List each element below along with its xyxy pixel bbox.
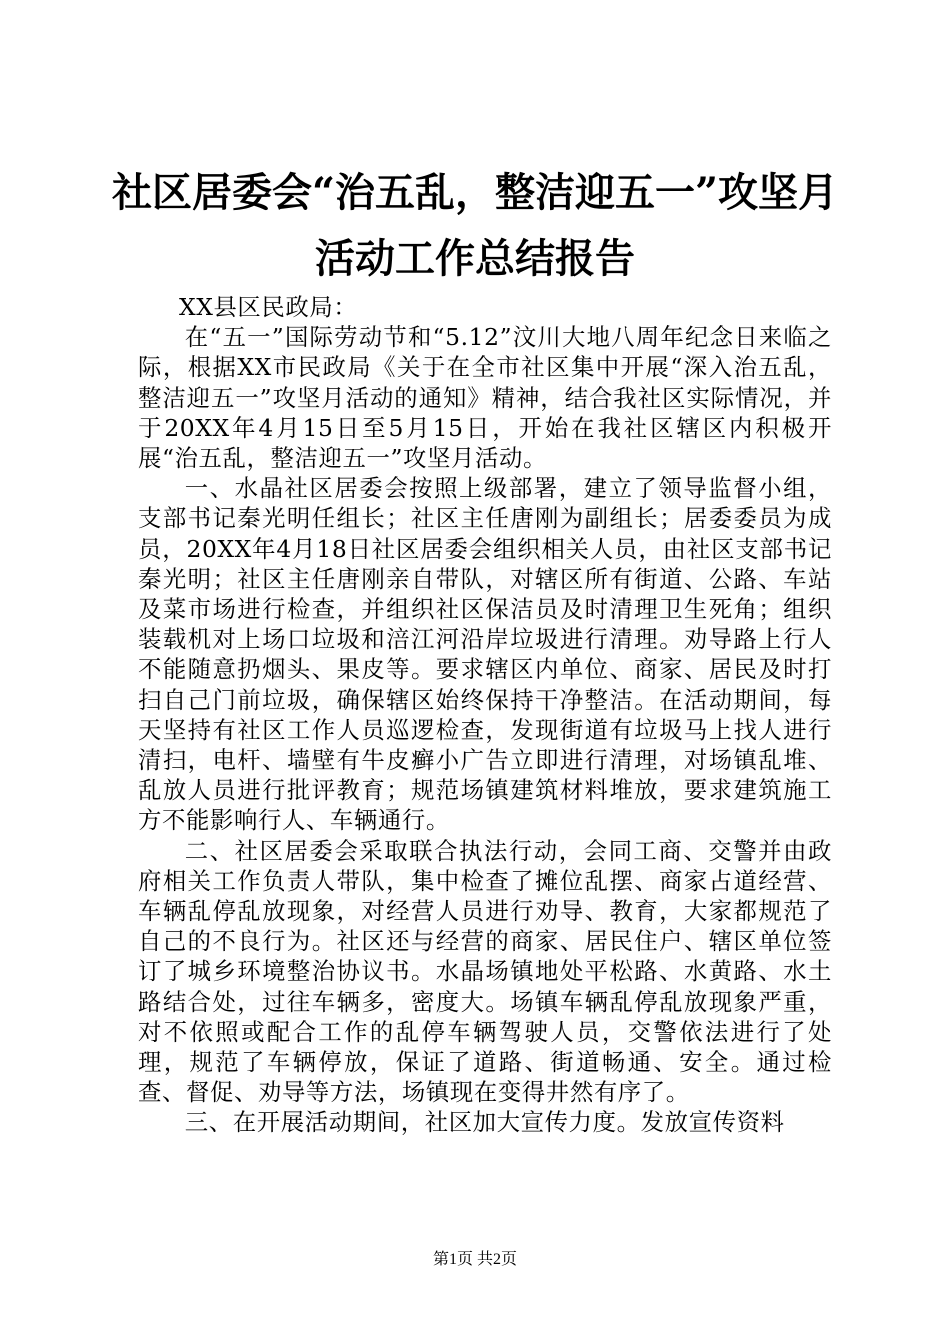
paragraph-intro: 在“五一”国际劳动节和“5.12”汶川大地八周年纪念日来临之际，根据XX市民政局《关于在全市社区集中开展“深入治五乱，整洁迎五一”攻坚月活动的通知》精神，结合我社区实际情况，并于20XX年4月15日至5月15日，开始在我社区辖区内积极开展“治五乱，整洁迎五一”攻坚月活动。 (138, 323, 832, 473)
paragraph-section-1: 一、水晶社区居委会按照上级部署，建立了领导监督小组，支部书记秦光明任组长；社区主任唐刚为副组长；居委委员为成员，20XX年4月18日社区居委会组织相关人员，由社区支部书记秦光明；社区主任唐刚亲自带队，对辖区所有街道、公路、车站及菜市场进行检查，并组织社区保洁员及时清理卫生死角；组织装载机对上场口垃圾和涪江河沿岸垃圾进行清理。劝导路上行人不能随意扔烟头、果皮等。要求辖区内单位、商家、居民及时打扫自己门前垃圾，确保辖区始终保持干净整洁。在活动期间，每天坚持有社区工作人员巡逻检查，发现街道有垃圾马上找人进行清扫，电杆、墙壁有牛皮癣小广告立即进行清理，对场镇乱堆、乱放人员进行批评教育；规范场镇建筑材料堆放，要求建筑施工方不能影响行人、车辆通行。 (138, 474, 832, 835)
document-title: 社区居委会“治五乱，整洁迎五一”攻坚月活动工作总结报告 (111, 169, 838, 282)
document-body (138, 292, 832, 1138)
page-number: 第1页 共2页 (432, 1251, 517, 1268)
paragraph-section-3: 三、在开展活动期间，社区加大宣传力度。发放宣传资料 (184, 1108, 785, 1137)
paragraph-section-2: 二、社区居委会采取联合执法行动，会同工商、交警并由政府相关工作负责人带队，集中检查了摊位乱摆、商家占道经营、车辆乱停乱放现象，对经营人员进行劝导、教育，大家都规范了自己的不良行为。社区还与经营的商家、居民住户、辖区单位签订了城乡环境整治协议书。水晶场镇地处平松路、水黄路、水土路结合处，过往车辆多，密度大。场镇车辆乱停乱放现象严重，对不依照或配合工作的乱停车辆驾驶人员，交警依法进行了处理，规范了车辆停放，保证了道路、街道畅通、安全。通过检查、督促、劝导等方法，场镇现在变得井然有序了。 (138, 836, 832, 1107)
salutation: XX县区民政局： (178, 293, 358, 321)
